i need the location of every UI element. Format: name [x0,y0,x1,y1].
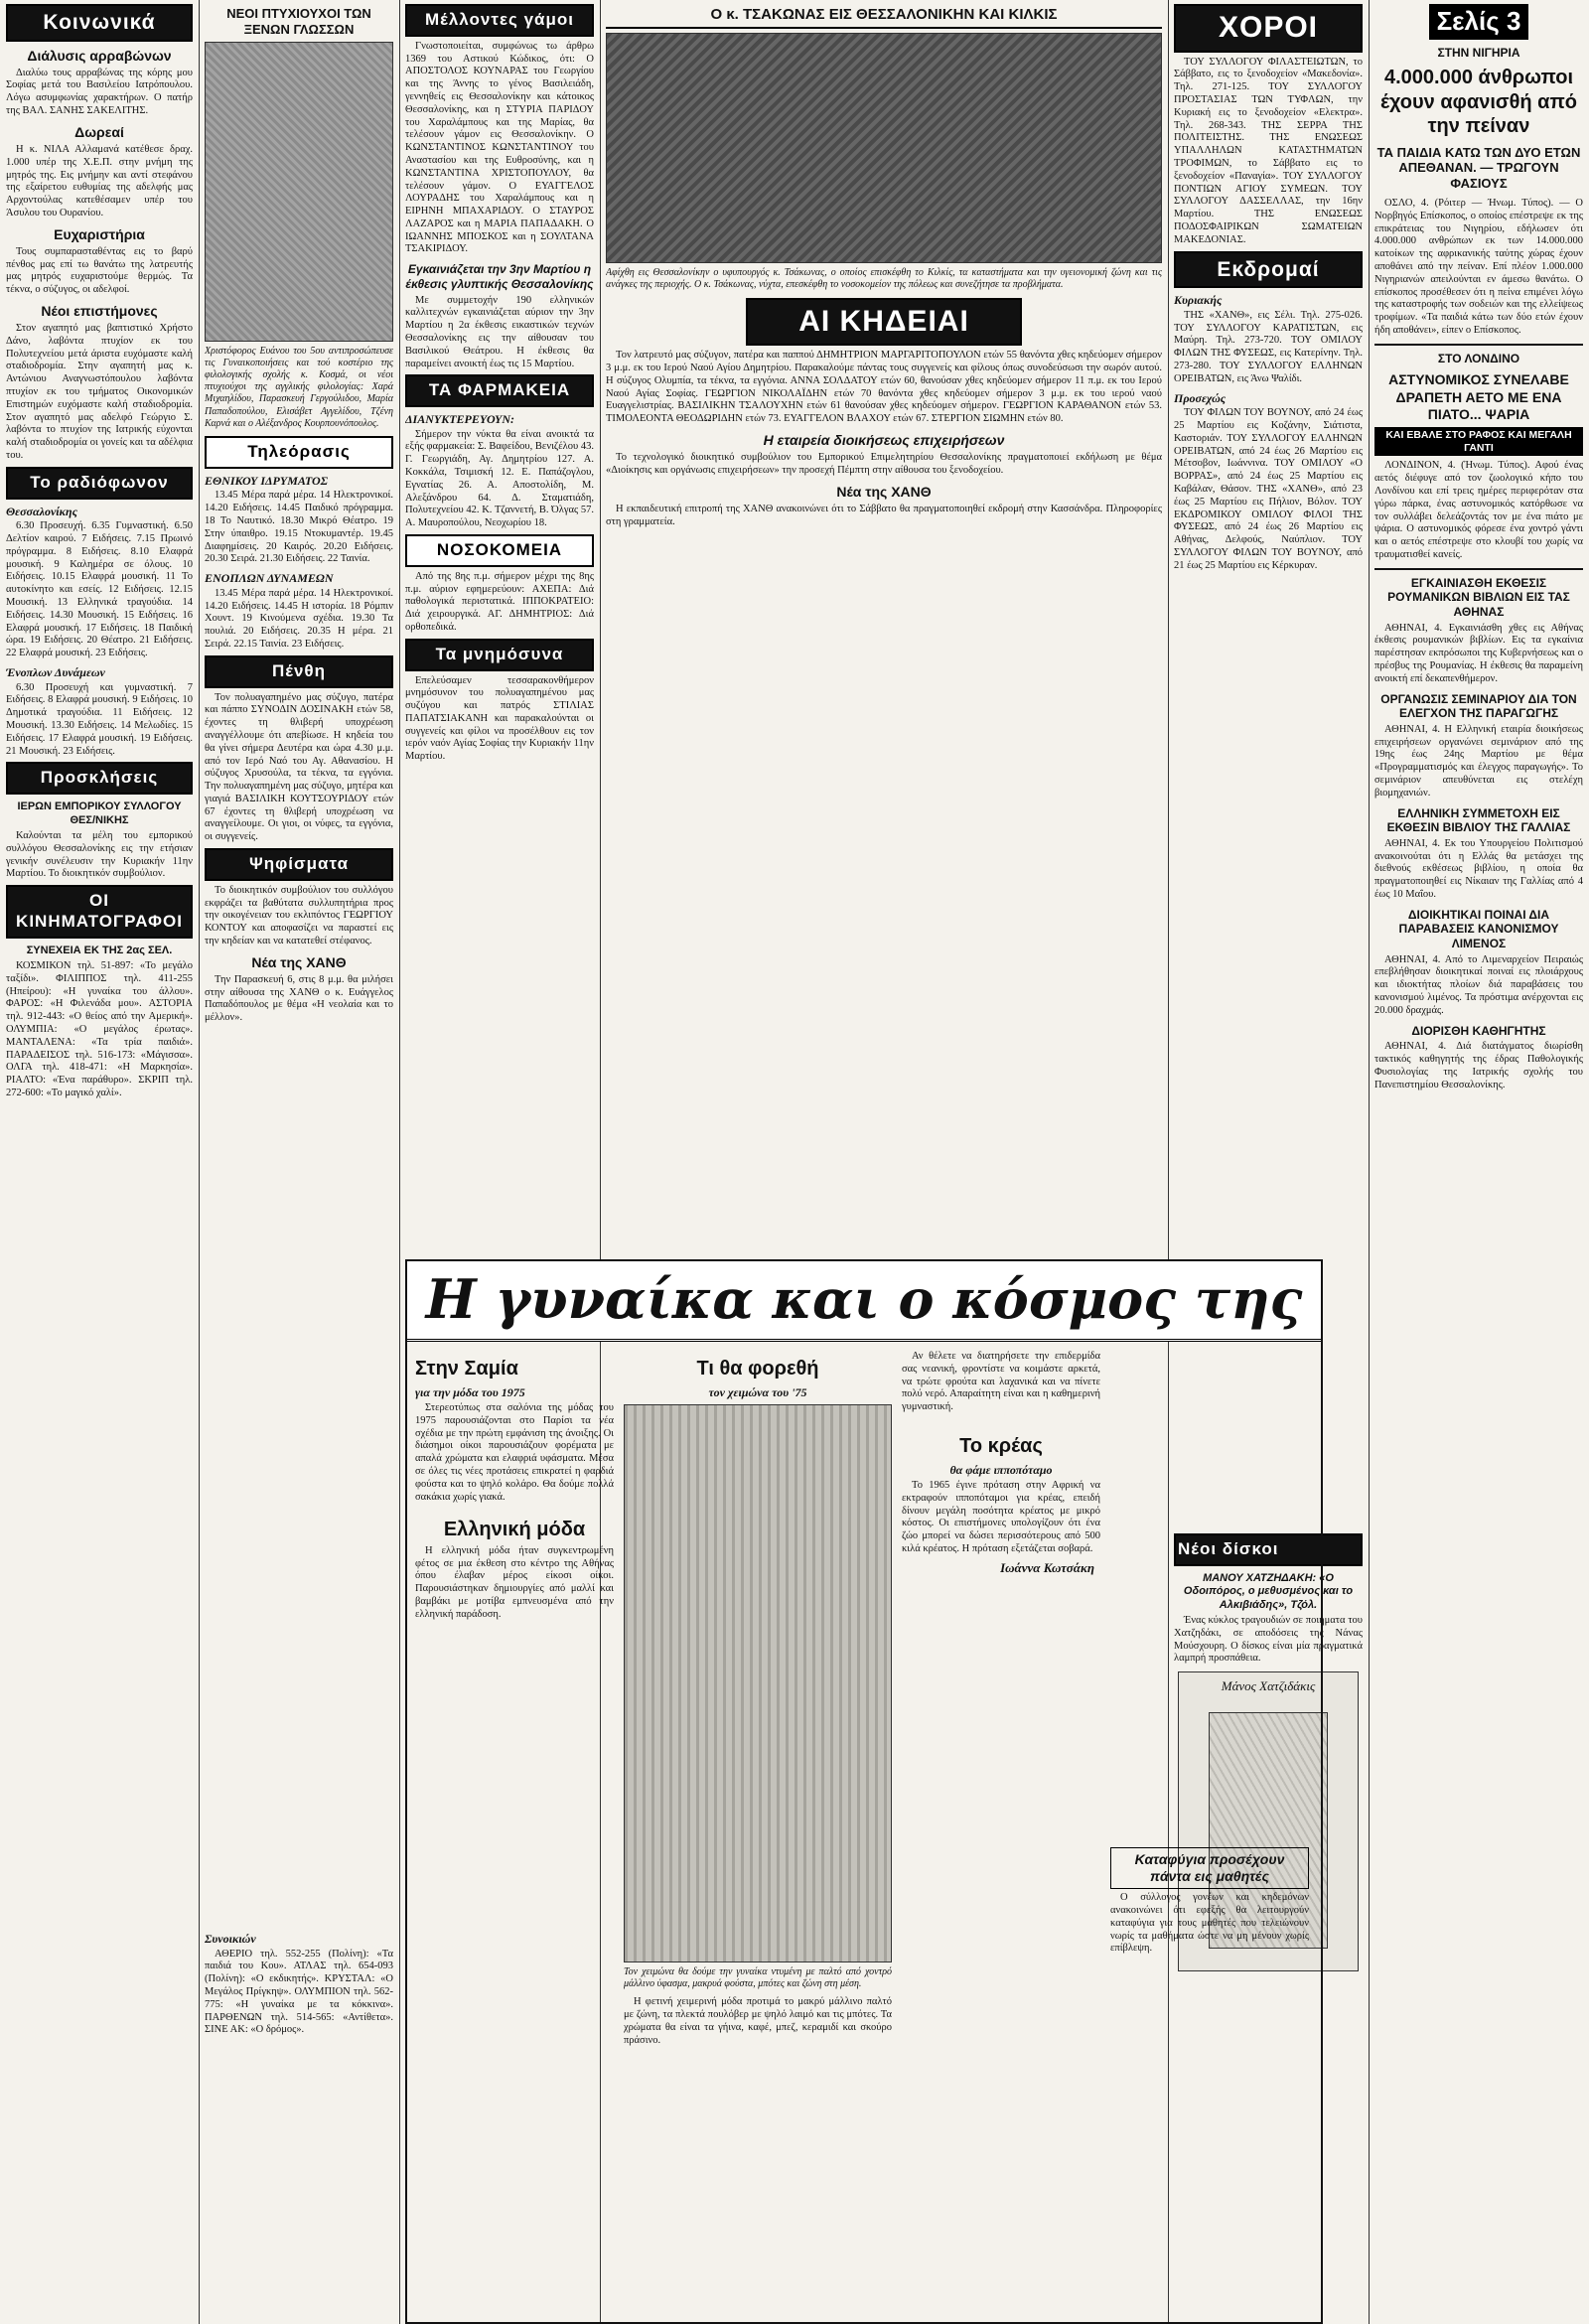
subhead: ΣΥΝΕΧΕΙΑ ΕΚ ΤΗΣ 2ας ΣΕΛ. [26,944,173,956]
article-title: Δωρεαί [74,123,124,140]
author-signature: Ιωάννα Κωτσάκη [1000,1559,1094,1575]
women-section [405,1259,1323,2324]
article-kicker: ΣΤΟ ΛΟΝΔΙΝΟ [1437,351,1520,365]
article-text: Η κ. ΝΙΛΑ Αλλαμανά κατέθεσε δραχ. 1.000 υπέρ της Χ.Ε.Π. στην μνήμη της μητρός της. Εις μνήμην και αντί στεφάνου της εξαίρετου ευθυμίας της αδελφής μας Αρχοντούλας κατεθέσαμεν υπέρ του Άσυλου του Ουρανίου. [6,143,193,218]
page-number-block [1374,4,1583,40]
article-text: Τους συμπαρασταθέντας εις το βαρύ πένθος μας επί τω θανάτω της λατρευτής μας μητρός ευχαριστούμε θερμώς. Τα τέκνα, ο σύζυγος, οι αδελφοί. [6,245,193,296]
article-text: Επελεύσαμεν τεσσαρακονθήμερον μνημόσυνον του πολυαγαπημένου μας συζύγου και πατρός ΣΤΙΛΙΑΣ ΠΑΠΑΤΣΙΑΚΑΝΗ και παρακαλούνται οι συγγενείς και φίλοι να προσέλθουν εις τον ιερόν ναόν Αγίας Σοφίας την Κυριακήν 11ην Μαρτίου. [405,674,594,763]
article-text: Το τεχνολογικό διοικητικό συμβούλιον του Εμπορικού Επιμελητηρίου Θεσσαλονίκης πραγματοποιεί εκδήλωση με θέμα «Διοίκησις και οργάνωσις επιχειρήσεων» την προσεχή Πέμπτη στην αίθουσα του ξενοδοχείου. [606,452,1162,476]
article-text: Ένας κύκλος τραγουδιών σε ποιήματα του Χατζηδάκι, σε αποδόσεις της Νάνας Μούσχουρη. Ο δίσκος είναι μία πραγματικά λαμπρή προσπάθεια. [1174,1614,1363,1665]
article-text: ΤΗΣ «ΧΑΝΘ», εις Σέλι. Τηλ. 275-026. ΤΟΥ ΣΥΛΛΟΓΟΥ ΚΑΡΑΤΙΣΤΩΝ, εις Μαύρη. Τηλ. 273-720. ΤΟΥ ΟΜΙΛΟΥ ΦΙΛΩΝ ΤΗΣ ΦΥΣΕΩΣ, εις Κατερίνην. Τηλ. 273-280. ΤΟΥ ΣΥΛΛΟΓΟΥ ΕΛΛΗΝΩΝ ΟΡΕΙΒΑΤΩΝ, εις Άνω Ψαλίδι. [1174,309,1363,384]
article-text: Στον αγαπητό μας βαπτιστικό Χρήστο Δάνο, λαβόντα πτυχίον εκ του Πολυτεχνείου μετά άριστα ευχόμαστε καλή σταδιοδρομία. Στην αγαπητή μας κ. Αντώνιου Αναγνωστόπουλου λαβόντα πτυχίον εκ του τμήματος Οικονομικών Επιστημών ευχόμαστε καλή σταδιοδρομία. Στον αγαπητό μας αδελφό Γεώργιο Σ. λαβόντα το πτυχίον της Ιατρικής εύχονται καλή σταδιοδρομία οι γονείς και τα αδέλφια του. [6,323,193,462]
article-text: ΑΘΗΝΑΙ, 4. Εκ του Υπουργείου Πολιτισμού ανακοινούται ότι η Ελλάς θα μετάσχει της διεθνούς εκθέσεως βιβλίου, η οποία θα πραγματοποιηθεί εις Νίκαιαν της Γαλλίας από 4 έως 10 Μαΐου. [1374,837,1583,901]
article-text: Η ελληνική μόδα ήταν συγκεντρωμένη φέτος σε μια έκθεση στο κέντρο της Αθήνας όπου έλαβαν μέρος είκοσι οίκοι. Παρουσιάστηκαν δημιουργίες από μαλλί και βαμβάκι με μοτίβα εμπνευσμένα από την ελληνική παράδοση. [415,1544,614,1620]
subhead: Κυριακής [1174,293,1223,308]
photo-caption: Αφίχθη εις Θεσσαλονίκην ο υφυπουργός κ. Τσάκωνας, ο οποίος επισκέφθη το Κιλκίς, τα καταστήματα και την υγειονομική ζώνη και τις ανάγκες της περιοχής. Ο κ. Τσάκωνας, νύχτα, επεσκέφθη το νοσοκομείον της πόλεως και συνεζήτησε τα προβλήματα. [606,267,1162,291]
article-text: Σήμερον την νύκτα θα είναι ανοικτά τα εξής φαρμακεία: Σ. Βαφείδου, Βενιζέλου 43. Γ. Γεωργιάδη, Αγ. Δημητρίου 127. Α. Κοκκάλα, Τσιμισκή 12. Ε. Παπάζογλου, Εγνατίας 26. Α. Αποστολίδη, Μ. Αλεξάνδρου 64. Δ. Σταματιάδη, Πολυτεχνείου 42. Κ. Τζαννετή, Β. Όλγας 57. Α. Μαυροπούλου, Νεοχωρίου 18. [405,428,594,529]
article-text: ΑΘΗΝΑΙ, 4. Διά διατάγματος διωρίσθη τακτικός καθηγητής της έδρας Παθολογικής Φυσιολογίας της Ιατρικής σχολής του Πανεπιστημίου Θεσσαλονίκης. [1374,1041,1583,1090]
article-text: 6.30 Προσευχή και γυμναστική. 7 Ειδήσεις. 8 Ελαφρά μουσική. 9 Ειδήσεις. 10 Δημοτικά τραγούδια. 11 Ειδήσεις. 12 Μουσική. 13.30 Ειδήσεις. 14 Μελωδίες. 15 Ειδήσεις. 17 Ελαφρά μουσική. 19 Ειδήσεις. 21 Μουσική. 23 Ειδήσεις. [6,681,193,757]
section-header-penthi: Πένθη [205,655,393,688]
section-header-tv: Τηλεόρασις [205,436,393,469]
article-text: ΤΟΥ ΦΙΛΩΝ ΤΟΥ ΒΟΥΝΟΥ, από 24 έως 25 Μαρτίου εις Κοζάνην, Σιάτιστα, Καστοριάν. ΤΟΥ ΣΥΛΛΟΓΟΥ ΕΛΛΗΝΩΝ ΟΡΕΙΒΑΤΩΝ, από 24 έως 26 Μαρτίου εις Μέτσοβον, Ιωάννινα. ΤΟΥ ΟΜΙΛΟΥ «Ο ΒΟΡΡΑΣ», από 24 έως 25 Μαρτίου εις Καβάλαν, Θάσον. ΤΗΣ «ΧΑΝΘ», από 23 έως 25 Μαρτίου εις Πήλιον, Βόλον. ΤΟΥ ΕΚΔΡΟΜΙΚΟΥ ΟΜΙΛΟΥ ΦΙΛΟΙ ΤΗΣ ΦΥΣΕΩΣ, από 24 έως 26 Μαρτίου εις Αθήνας, Δελφούς, Ναύπλιον. ΤΟΥ ΣΥΛΛΟΓΟΥ ΦΙΛΩΝ ΤΟΥ ΒΟΥΝΟΥ, από 21 έως 25 Μαρτίου εις Κέρκυραν. [1174,407,1363,571]
article-title: Η εταιρεία διοικήσεως επιχειρήσεων [763,432,1005,449]
article-title: Καταφύγια προσέχουν πάντα εις μαθητές [1110,1847,1309,1889]
headline: ΕΓΚΑΙΝΙΑΣΘΗ ΕΚΘΕΣΙΣ ΡΟΥΜΑΝΙΚΩΝ ΒΙΒΛΙΩΝ ΕΙΣ ΤΑΣ ΑΘΗΝΑΣ [1387,575,1570,619]
headline: ΔΙΟΡΙΣΘΗ ΚΑΘΗΓΗΤΗΣ [1411,1023,1546,1038]
section-header-farmakeia: ΤΑ ΦΑΡΜΑΚΕΙΑ [405,374,594,407]
article-text: Η φετινή χειμερινή μόδα προτιμά το μακρύ μάλλινο παλτό με ζώνη, τα πλεκτά πουλόβερ με ψηλό λαιμό και τις μπότες. Τα χρώματα θα είναι τα γήινα, καφέ, μπεζ, κεραμιδί και σκούρο πράσινο. [624,1996,892,2046]
article-title: Διάλυσις αρραβώνων [27,47,172,64]
women-column-1 [415,1351,614,2314]
subhead: για την μόδα του 1975 [415,1385,525,1400]
headline: ΟΡΓΑΝΩΣΙΣ ΣΕΜΙΝΑΡΙΟΥ ΔΙΑ ΤΟΝ ΕΛΕΓΧΟΝ ΤΗΣ ΠΑΡΑΓΩΓΗΣ [1380,691,1577,721]
subhead: Θεσσαλονίκης [6,504,77,518]
article-title: Νέα της ΧΑΝΘ [836,483,932,500]
article-text: ΑΘΗΝΑΙ, 4. Η Ελληνική εταιρία διοικήσεως επιχειρήσεων οργανώνει σεμινάριον από της 19ης έως 24ης Μαρτίου με θέμα «Προγραμματισμός και έλεγχος παραγωγής». Το σεμινάριον απευθύνεται εις στελέχη βιομηχανιών. [1374,723,1583,799]
fashion-photo [624,1404,892,1962]
article-title: Τι θα φορεθή [696,1358,819,1380]
column-1 [6,0,193,2324]
graduates-photo [205,42,393,342]
article-text: Στερεοτύπως στα σαλόνια της μόδας του 1975 παρουσιάζονται στο Παρίσι τα νέα σχέδια με την πρώτη εμφάνιση της άνοιξης. Οι διάσημοι οίκοι παρουσιάζουν φορέματα με απαλά χρώματα και ελαφριά υφάσματα. Μέσα σε όλες τις νέες προτάσεις επικρατεί η φαρδιά φούστα και το ψηλό κολάρο. Θα δούμε πολλά σακάκια χωρίς γιακά. [415,1402,614,1503]
column-divider [399,0,400,2324]
tsakonas-photo [606,33,1162,263]
article-title: Εγκαινιάζεται την 3ην Μαρτίου η έκθεσις γλυπτικής Θεσσαλονίκης [405,262,594,291]
women-column-2 [624,1351,892,2314]
divider [1374,344,1583,346]
article-text: 13.45 Μέρα παρά μέρα. 14 Ηλεκτρονικοί. 14.20 Ειδήσεις. 14.45 Παιδικό πρόγραμμα. 18 Το Ναυτικό. 18.30 Μικρό Θέατρο. 19 Στην ύπαιθρο. 19.15 Ντοκυμαντέρ. 19.45 Διαφημίσεις. 20 Καιρός. 20.20 Ειδήσεις. 20.30 Σειρά. 21.30 Ειδήσεις. 22 Ταινία. [205,490,393,565]
column-3 [405,0,594,1253]
subhead: ΕΘΝΙΚΟΥ ΙΔΡΥΜΑΤΟΣ [205,473,329,488]
section-header-psifismata: Ψηφίσματα [205,848,393,881]
subhead: Συνοικιών [205,1932,256,1946]
subheadline: ΤΑ ΠΑΙΔΙΑ ΚΑΤΩ ΤΩΝ ΔΥΟ ΕΤΩΝ ΑΠΕΘΑΝΑΝ. — ΤΡΩΓΟΥΝ ΦΑΣΙΟΥΣ [1376,144,1581,192]
article-text: ΚΟΣΜΙΚΟΝ τηλ. 51-897: «Το μεγάλο ταξίδι». ΦΙΛΙΠΠΟΣ τηλ. 411-255 (Ηπείρου): «Η γυναίκα του άλλου». ΦΑΡΟΣ: «Η Φιλενάδα μου». ΑΣΤΟΡΙΑ τηλ. 912-443: «Ο θείος από την Αμερική». ΟΛΥΜΠΙΑ: «Ο μεγάλος έρωτας». ΜΑΝΤΑΛΕΝΑ: «Τα τρία παιδιά». ΠΑΡΑΔΕΙΣΟΣ τηλ. 516-173: «Μάγισσα». ΟΛΓΑ τηλ. 418-471: «Η Μαρκησία». ΡΙΑΛΤΟ: «Ένα παράθυρο». ΣΚΡΙΠ τηλ. 272-600: «Το μαγικό χαλί». [6,959,193,1098]
article-kicker: ΣΤΗΝ ΝΙΓΗΡΙΑ [1437,45,1520,60]
article-text: Με συμμετοχήν 190 ελληνικών καλλιτεχνών εγκαινιάζεται αύριον την 3ην Μαρτίου η 2α έκθεσις εικαστικών τεχνών Θεσσαλονίκης εις την αίθουσαν του Βασιλικού Θεάτρου. Η έκθεσις θα παραμείνει ανοικτή έως τις 15 Μαρτίου. [405,294,594,369]
headline: ΔΙΟΙΚΗΤΙΚΑΙ ΠΟΙΝΑΙ ΔΙΑ ΠΑΡΑΒΑΣΕΙΣ ΚΑΝΟΝΙΣΜΟΥ ΛΙΜΕΝΟΣ [1398,907,1559,951]
headline: 4.000.000 άνθρωποι έχουν αφανισθή από την πείναν [1379,67,1578,138]
article-text: Η εκπαιδευτική επιτροπή της ΧΑΝΘ ανακοινώνει ότι το Σάββατο θα πραγματοποιηθεί εκδρομή στην Κασσάνδρα. Πληροφορίες στη γραμματεία. [606,503,1162,527]
album-cover-title: Μάνος Χατζιδάκις [1221,1678,1316,1694]
photo-title: ΝΕΟΙ ΠΤΥΧΙΟΥΧΟΙ ΤΩΝ ΞΕΝΩΝ ΓΛΩΣΣΩΝ [226,6,371,37]
article-text: Το 1965 έγινε πρόταση στην Αφρική να εκτραφούν ιπποπόταμοι για κρέας, επειδή δίνουν μεγάλη ποσότητα κρέατος με μικρό κόστος. Οι επιστήμονες υπολογίζουν ότι ένα ζώο μπορεί να δώσει περισσότερους από 500 κιλά κρέατος. Η πρόταση εξετάζεται σοβαρά. [902,1480,1100,1554]
headline: ΕΛΛΗΝΙΚΗ ΣΥΜΜΕΤΟΧΗ ΕΙΣ ΕΚΘΕΣΙΝ ΒΙΒΛΙΟΥ ΤΗΣ ΓΑΛΛΙΑΣ [1386,805,1571,835]
column-2 [205,0,393,1253]
article-title: ΙΕΡΩΝ ΕΜΠΟΡΙΚΟΥ ΣΥΛΛΟΓΟΥ ΘΕΣ/ΝΙΚΗΣ [17,800,182,826]
column-6 [1374,0,1583,2324]
article-text: ΛΟΝΔΙΝΟΝ, 4. (Ήνωμ. Τύπος). Αφού ένας αετός διέφυγε από τον ζωολογικό κήπο του Λονδίνου και επί τρεις ημέρες περιφερόταν στα γύρω πάρκα, ένας αστυνομικός κατόρθωσε να τον συλλάβει δελεάζοντάς τον με ένα πιάτο με ψάρια. Ο αστυνομικός φόρεσε ένα χοντρό γάντι και ο αετός επέστρεψε στο κλουβί του χωρίς να τραυματισθεί κανείς. [1374,460,1583,560]
article-text: Ο σύλλογος γονέων και κηδεμόνων ανακοινώνει ότι εφεξής θα λειτουργούν καταφύγια για τους μαθητές που τελειώνουν νωρίς τα μαθήματα ώστε να μη μένουν χωρίς επίβλεψη. [1110,1892,1309,1955]
article-text: Καλούνται τα μέλη του εμπορικού συλλόγου Θεσσαλονίκης εις την ετήσιαν γενικήν συνέλευσιν την Κυριακήν 11ην Μαρτίου. Το διοικητικόν συμβούλιον. [6,829,193,880]
article-text: Τον λατρευτό μας σύζυγον, πατέρα και παππού ΔΗΜΗΤΡΙΟΝ ΜΑΡΓΑΡΙΤΟΠΟΥΛΟΝ ετών 55 θανόντα χθες κηδεύομεν σήμερον 3 μ.μ. εκ του Ιερού Ναού Αγίου Δημητρίου. Παρακαλούμε πάντας τους συγγενείς και φίλους όπως συνοδεύσωσι την σωρόν αυτού. Η σύζυγος Ολυμπία, τα τέκνα, τα εγγόνια. ΑΝΝΑ ΣΟΛΔΑΤΟΥ ετών 60, θανούσαν χθες κηδεύομεν σήμερον 11 π.μ. εκ του Ιερού Ναού Αγίας Σοφίας. ΓΕΩΡΓΙΟΝ ΝΙΚΟΛΑΪΔΗΝ ετών 70 θανόντα χθες κηδεύομεν σήμερον 3 μ.μ. εκ του ιερού ναού Ευαγγελιστρίας. ΒΑΣΙΛΙΚΗΝ ΤΣΑΛΟΥΧΗΝ ετών 61 θανούσαν χθες κηδεύομεν σήμερον. ΓΕΩΡΓΙΟΝ ΚΑΡΑΘΑΝΟΝ ετών 53. ΤΙΜΟΛΕΟΝΤΑ ΘΕΟΔΩΡΙΔΗΝ ετών 73. ΕΥΑΓΓΕΛΟΝ ΒΛΑΧΟΥ ετών 67. ΣΤΕΡΓΙΟΝ ΣΙΩΜΗΝ ετών 80. [606,350,1162,425]
photo-caption: Χριστόφορος Ευάνου του 5ου αντιπροσώπευσε τις Γυναικοποιήσεις και τού κοστέριο της φιλολογικής σχολής κ. Κοσμά, οι νέοι πτυχιούχοι της αγγλικής φιλολογίας: Χαρά Μιχαηλίδου, Παρασκευή Γεργούλιδου, Μαρία Παπαδοπούλου, Ελισάβετ Αγγελίδου, Τζένη Καρνά και ο Αλέξανδρος Κουρπουνόπουλος. [205,345,393,429]
headline: ΑΣΤΥΝΟΜΙΚΟΣ ΣΥΝΕΛΑΒΕ ΔΡΑΠΕΤΗ ΑΕΤΟ ΜΕ ΕΝΑ ΠΙΑΤΟ... ΨΑΡΙΑ [1388,371,1569,422]
photo-caption: Τον χειμώνα θα δούμε την γυναίκα ντυμένη με παλτό από χοντρό μάλλινο ύφασμα, μακρυά φούστα, μπότες και ζώνη στη μέση. [624,1966,892,1990]
article-text: Τον πολυαγαπημένο μας σύζυγο, πατέρα και πάππο ΣΥΝΟΔΙΝ ΔΟΣΙΝΑΚΗ ετών 58, έχοντες τη θλιβερή υποχρέωση αναγγέλλουμε ότι απεβίωσε. Η κηδεία του θα γίνει σήμερα Δευτέρα και ώρα 4.30 μ.μ. από τον Ιερό Ναό του Αγ. Αθανασίου. Η σύζυγος Χρυσούλα, τα τέκνα, τα εγγόνια. Την πολυαγαπημένη μας σύζυγο, μητέρα και γιαγιά ΒΑΣΙΛΙΚΗ ΚΟΥΤΣΟΥΡΙΔΟΥ ετών 67 έχοντες τη θλιβερή υποχρέωση να αναγγείλουμε. Οι γιοι, οι νύφες, τα εγγόνια, οι συγγενείς. [205,691,393,843]
subhead: ΕΝΟΠΛΩΝ ΔΥΝΑΜΕΩΝ [205,571,334,586]
article-text: Την Παρασκευή 6, στις 8 μ.μ. θα μιλήσει στην αίθουσα της ΧΑΝΘ ο κ. Ευάγγελος Παπαδόπουλος με θέμα «Η νεολαία και το μέλλον». [205,973,393,1024]
divider [1374,568,1583,570]
article-text: Διαλύω τους αρραβώνας της κόρης μου Σοφίας μετά του Βασιλείου Ιατρόπουλου. Λόγω ασυμφωνίας χαρακτήρων. Ο πατήρ της ΒΑΛ. ΣΑΝΗΣ ΣΑΚΕΛΙΤΗΣ. [6,67,193,117]
article-text: ΑΘΗΝΑΙ, 4. Εγκαινιάσθη χθες εις Αθήνας έκθεσις ρουμανικών βιβλίων. Εις τα εγκαίνια παρέστησαν εκπρόσωποι της Κυβερνήσεως και ο πρέσβυς της Ρουμανίας. Η έκθεσις θα παραμείνη ανοικτή επί δεκαπενθήμερον. [1374,622,1583,684]
section-header-eudromai: Εκδρομαί [1174,251,1363,289]
article-text: ΑΘΗΝΑΙ, 4. Από το Λιμεναρχείον Πειραιώς επεβλήθησαν διοικητικαί ποιναί εις πλοιάρχους και ιδιοκτήτας πλοίων διά παραβάσεις του κανονισμού λιμένος. Τα πρόστιμα ανέρχονται εις 20.000 δραχμάς. [1374,953,1583,1016]
section-header-xoroi: ΧΟΡΟΙ [1174,4,1363,53]
subhead: Ένοπλων Δυνάμεων [6,664,105,679]
article-text: 6.30 Προσευχή. 6.35 Γυμναστική. 6.50 Δελτίον καιρού. 7 Ειδήσεις. 7.15 Πρωινό πρόγραμμα. 8 Ειδήσεις. 8.10 Ελαφρά μουσική. 9 Καλημέρα σε όλους. 10 Ειδήσεις. 10.15 Ελαφρά μουσική. 11 Το αυτοκίνητο και εσείς. 12 Ειδήσεις. 12.15 Μουσική. 13 Ελληνικά τραγούδια. 14 Ειδήσεις. 14.30 Μουσική. 15 Ειδήσεις. 16 Ελαφρά μουσική. 17 Ειδήσεις. 18 Παιδική ώρα. 19 Ειδήσεις. 20 Θέατρο. 21 Ειδήσεις. 22 Ελαφρά μουσική. 23 Ειδήσεις. [6,520,193,659]
article-text: ΟΣΛΟ, 4. (Ρόιτερ — Ήνωμ. Τύπος). — Ο Νορβηγός Επίσκοπος, ο οποίος επέστρεψε εκ της επικράτειας του Νιγηρίου, εδήλωσεν ότι 4.000.000 ανθρώπων εκ των 14.000.000 κατοίκων της αφρικανικής ταύτης χώρας έχουν αποθάνει από την πείναν. Επί πλέον 1.000.000 Νιγηριανών απειλούνται εν άμεσω θανάτω. Ο επίσκοπος προσέθεσεν ότι η πείνα επιμένει λόγω της καταστροφής των σοδειών και της ελλείψεως τροφίμων. «Τα παιδιά κάτω των δύο ετών έχουν ήδη αποθάνει», είπεν ο Επίσκοπος. [1374,198,1583,337]
subhead: τον χειμώνα του '75 [708,1385,807,1400]
subhead: ΔΙΑΝΥΚΤΕΡΕΥΟΥΝ: [405,412,515,427]
column-divider [1369,0,1370,2324]
section-header-radio: Το ραδιόφωνον [6,467,193,500]
article-title: Στην Σαμία [415,1358,518,1380]
section-header-nosokomeia: ΝΟΣΟΚΟΜΕΙΑ [405,534,594,567]
section-header-neoi-diskoi: Νέοι δίσκοι [1174,1533,1363,1566]
subhead: Προσεχώς [1174,390,1227,405]
section-header-kideiai: ΑΙ ΚΗΔΕΙΑΙ [746,298,1022,347]
article-text: Το διοικητικόν συμβούλιον του συλλόγου εκφράζει τα βαθύτατα συλλυπητήρια προς την οικογένειαν του εκλιπόντος ΓΕΩΡΓΙΟΥ ΚΟΝΤΟΥ και αποφασίζει να παραστεί εις την κηδείαν και να κατατεθεί στέφανος. [205,884,393,946]
section-header-mellontes: Μέλλοντες γάμοι [405,4,594,37]
article-title: ΜΑΝΟΥ ΧΑΤΖΗΔΑΚΗ: «Ο Οδοιπόρος, ο μεθυσμένος και το Αλκιβιάδης», Τζόλ. [1183,1571,1354,1611]
section-header-cinema: ΟΙ ΚΙΝΗΜΑΤΟΓΡΑΦΟΙ [6,885,193,938]
column-2-bottom [205,1927,393,2324]
article-title: Νέα της ΧΑΝΘ [251,953,347,970]
article-title: Νέοι επιστήμονες [41,303,158,319]
women-column-4 [1110,1351,1309,2314]
article-title: Το κρέας [959,1434,1043,1457]
section-header-koinonika: Κοινωνικά [6,4,193,42]
page-number: Σελίς 3 [1429,4,1529,40]
article-text: Γνωστοποιείται, συμφώνως τω άρθρω 1369 του Αστικού Κώδικος, ότι: Ο ΑΠΟΣΤΟΛΟΣ ΚΟΥΝΑΡΑΣ του Γεωργίου και της Άννης το γένος Βασιλειάδη, γεννηθείς εις Θεσσαλονίκην και κάτοικος Θεσσαλονίκης, και η ΣΤΥΡΙΑ ΠΑΡΙΔΟΥ του Χαραλάμπους και της Μαρίας, θα τελέσουν γάμον εις Θεσσαλονίκην. Ο ΚΩΝΣΤΑΝΤΙΝΟΣ ΚΩΝΣΤΑΝΤΙΝΟΥ του Αναστασίου και της Ευθροσύνης, και η ΚΩΝΣΤΑΝΤΙΝΑ ΧΡΙΣΤΟΠΟΥΛΟΥ, θα τελέσουν γάμον. Ο ΕΥΑΓΓΕΛΟΣ ΛΟΥΡΑΔΗΣ του Χαραλάμπους και η ΕΙΡΗΝΗ ΜΠΑΧΑΡΙΔΟΥ. Ο ΣΤΑΥΡΟΣ ΛΑΖΑΡΟΣ και η ΜΑΡΙΑ ΠΑΠΑΔΑΚΗ. Ο ΙΩΑΝΝΗΣ ΜΠΟΣΚΟΣ και η ΣΟΥΛΤΑΝΑ ΤΣΑΚΙΡΙΔΟΥ. [405,40,594,255]
article-text: Από της 8ης π.μ. σήμερον μέχρι της 8ης π.μ. αύριον εφημερεύουν: ΑΧΕΠΑ: Διά παθολογικά περιστατικά. ΙΠΠΟΚΡΑΤΕΙΟ: Διά χειρουργικά. ΑΓ. ΔΗΜΗΤΡΙΟΣ: Διά ορθοπεδικά. [405,570,594,633]
women-column-3 [902,1351,1100,2314]
article-title: Ελληνική μόδα [443,1519,586,1541]
article-title: Ευχαριστήρια [54,225,145,242]
column-divider [199,0,200,2324]
subhead: θα φάμε ιπποπόταμο [949,1463,1053,1478]
article-text: ΤΟΥ ΣΥΛΛΟΓΟΥ ΦΙΛΑΣΤΕΙΩΤΩΝ, το Σάββατο, εις το ξενοδοχείον «Μακεδονία». Τηλ. 271-125. ΤΟΥ ΣΥΛΛΟΓΟΥ ΠΡΟΣΤΑΣΙΑΣ ΤΩΝ ΤΥΦΛΩΝ, την Κυριακή εις το ξενοδοχείον «Ελεκτρα». Τηλ. 268-343. ΤΗΣ ΣΕΡΡΑ ΤΗΣ ΠΟΛΙΤΕΙΣΤΗΣ. ΤΗΣ ΕΝΩΣΕΩΣ ΥΠΑΛΛΗΛΩΝ ΚΑΤΑΣΤΗΜΑΤΩΝ ΤΡΟΦΙΜΩΝ, το Σάββατο εις το ξενοδοχείον «Παναγία». ΤΟΥ ΣΥΛΛΟΓΟΥ ΠΟΝΤΙΩΝ ΑΓΙΟΥ ΣΥΜΕΩΝ. ΤΟΥ ΣΥΛΛΟΓΟΥ ΔΑΣΣΕΛΛΑΣ, την 16ην Μαρτίου. ΤΗΣ ΕΝΩΣΕΩΣ ΠΟΔΟΣΦΑΙΡΙΚΩΝ ΣΩΜΑΤΕΙΩΝ ΜΑΚΕΔΟΝΙΑΣ. [1174,56,1363,245]
section-header-prosklisis: Προσκλήσεις [6,762,193,795]
article-text: 13.45 Μέρα παρά μέρα. 14 Ηλεκτρονικοί. 14.20 Ειδήσεις. 14.45 Η ιστορία. 18 Ρόμπιν Χουντ. 19 Κινούμενα σχέδια. 19.30 Τα πουλιά. 20 Ειδήσεις. 20.35 Η μέρα. 21 Σειρά. 22.15 Ταινία. 23 Ειδήσεις. [205,587,393,650]
article-text: ΑΘΕΡΙΟ τηλ. 552-255 (Πολίνη): «Τα παιδιά του Κου». ΑΤΛΑΣ τηλ. 654-093 (Πολίνη): «Ο εκδικητής». ΚΡΥΣΤΑΛ: «Ο Μεγάλος Πρίγκηψ». ΟΛΥΜΠΙΟΝ τηλ. 562-775: «Η γυναίκα με τα κόκκινα». ΠΑΡΘΕΝΩΝ τηλ. 514-565: «Αντίθετα». ΣΙΝΕ ΑΚ: «Ο δρόμος». [205,1948,393,2036]
column-4 [606,0,1162,1253]
headline-strip: ΚΑΙ ΕΒΑΛΕ ΣΤΟ ΡΑΦΟΣ ΚΑΙ ΜΕΓΑΛΗ ΓΑΝΤΙ [1374,427,1583,457]
article-text: Αν θέλετε να διατηρήσετε την επιδερμίδα σας νεανική, φροντίστε να κοιμάστε αρκετά, να τρώτε φρούτα και λαχανικά και να πίνετε πολύ νερό. Απαραίτητη είναι και η καθημερινή γυμναστική. [902,1351,1100,1413]
section-header-mnimosyna: Τα μνημόσυνα [405,639,594,671]
article-title: Ο κ. ΤΣΑΚΩΝΑΣ ΕΙΣ ΘΕΣΣΑΛΟΝΙΚΗΝ ΚΑΙ ΚΙΛΚΙΣ [606,6,1162,29]
women-section-title: Η γυναίκα και ο κόσμος της [407,1261,1321,1342]
